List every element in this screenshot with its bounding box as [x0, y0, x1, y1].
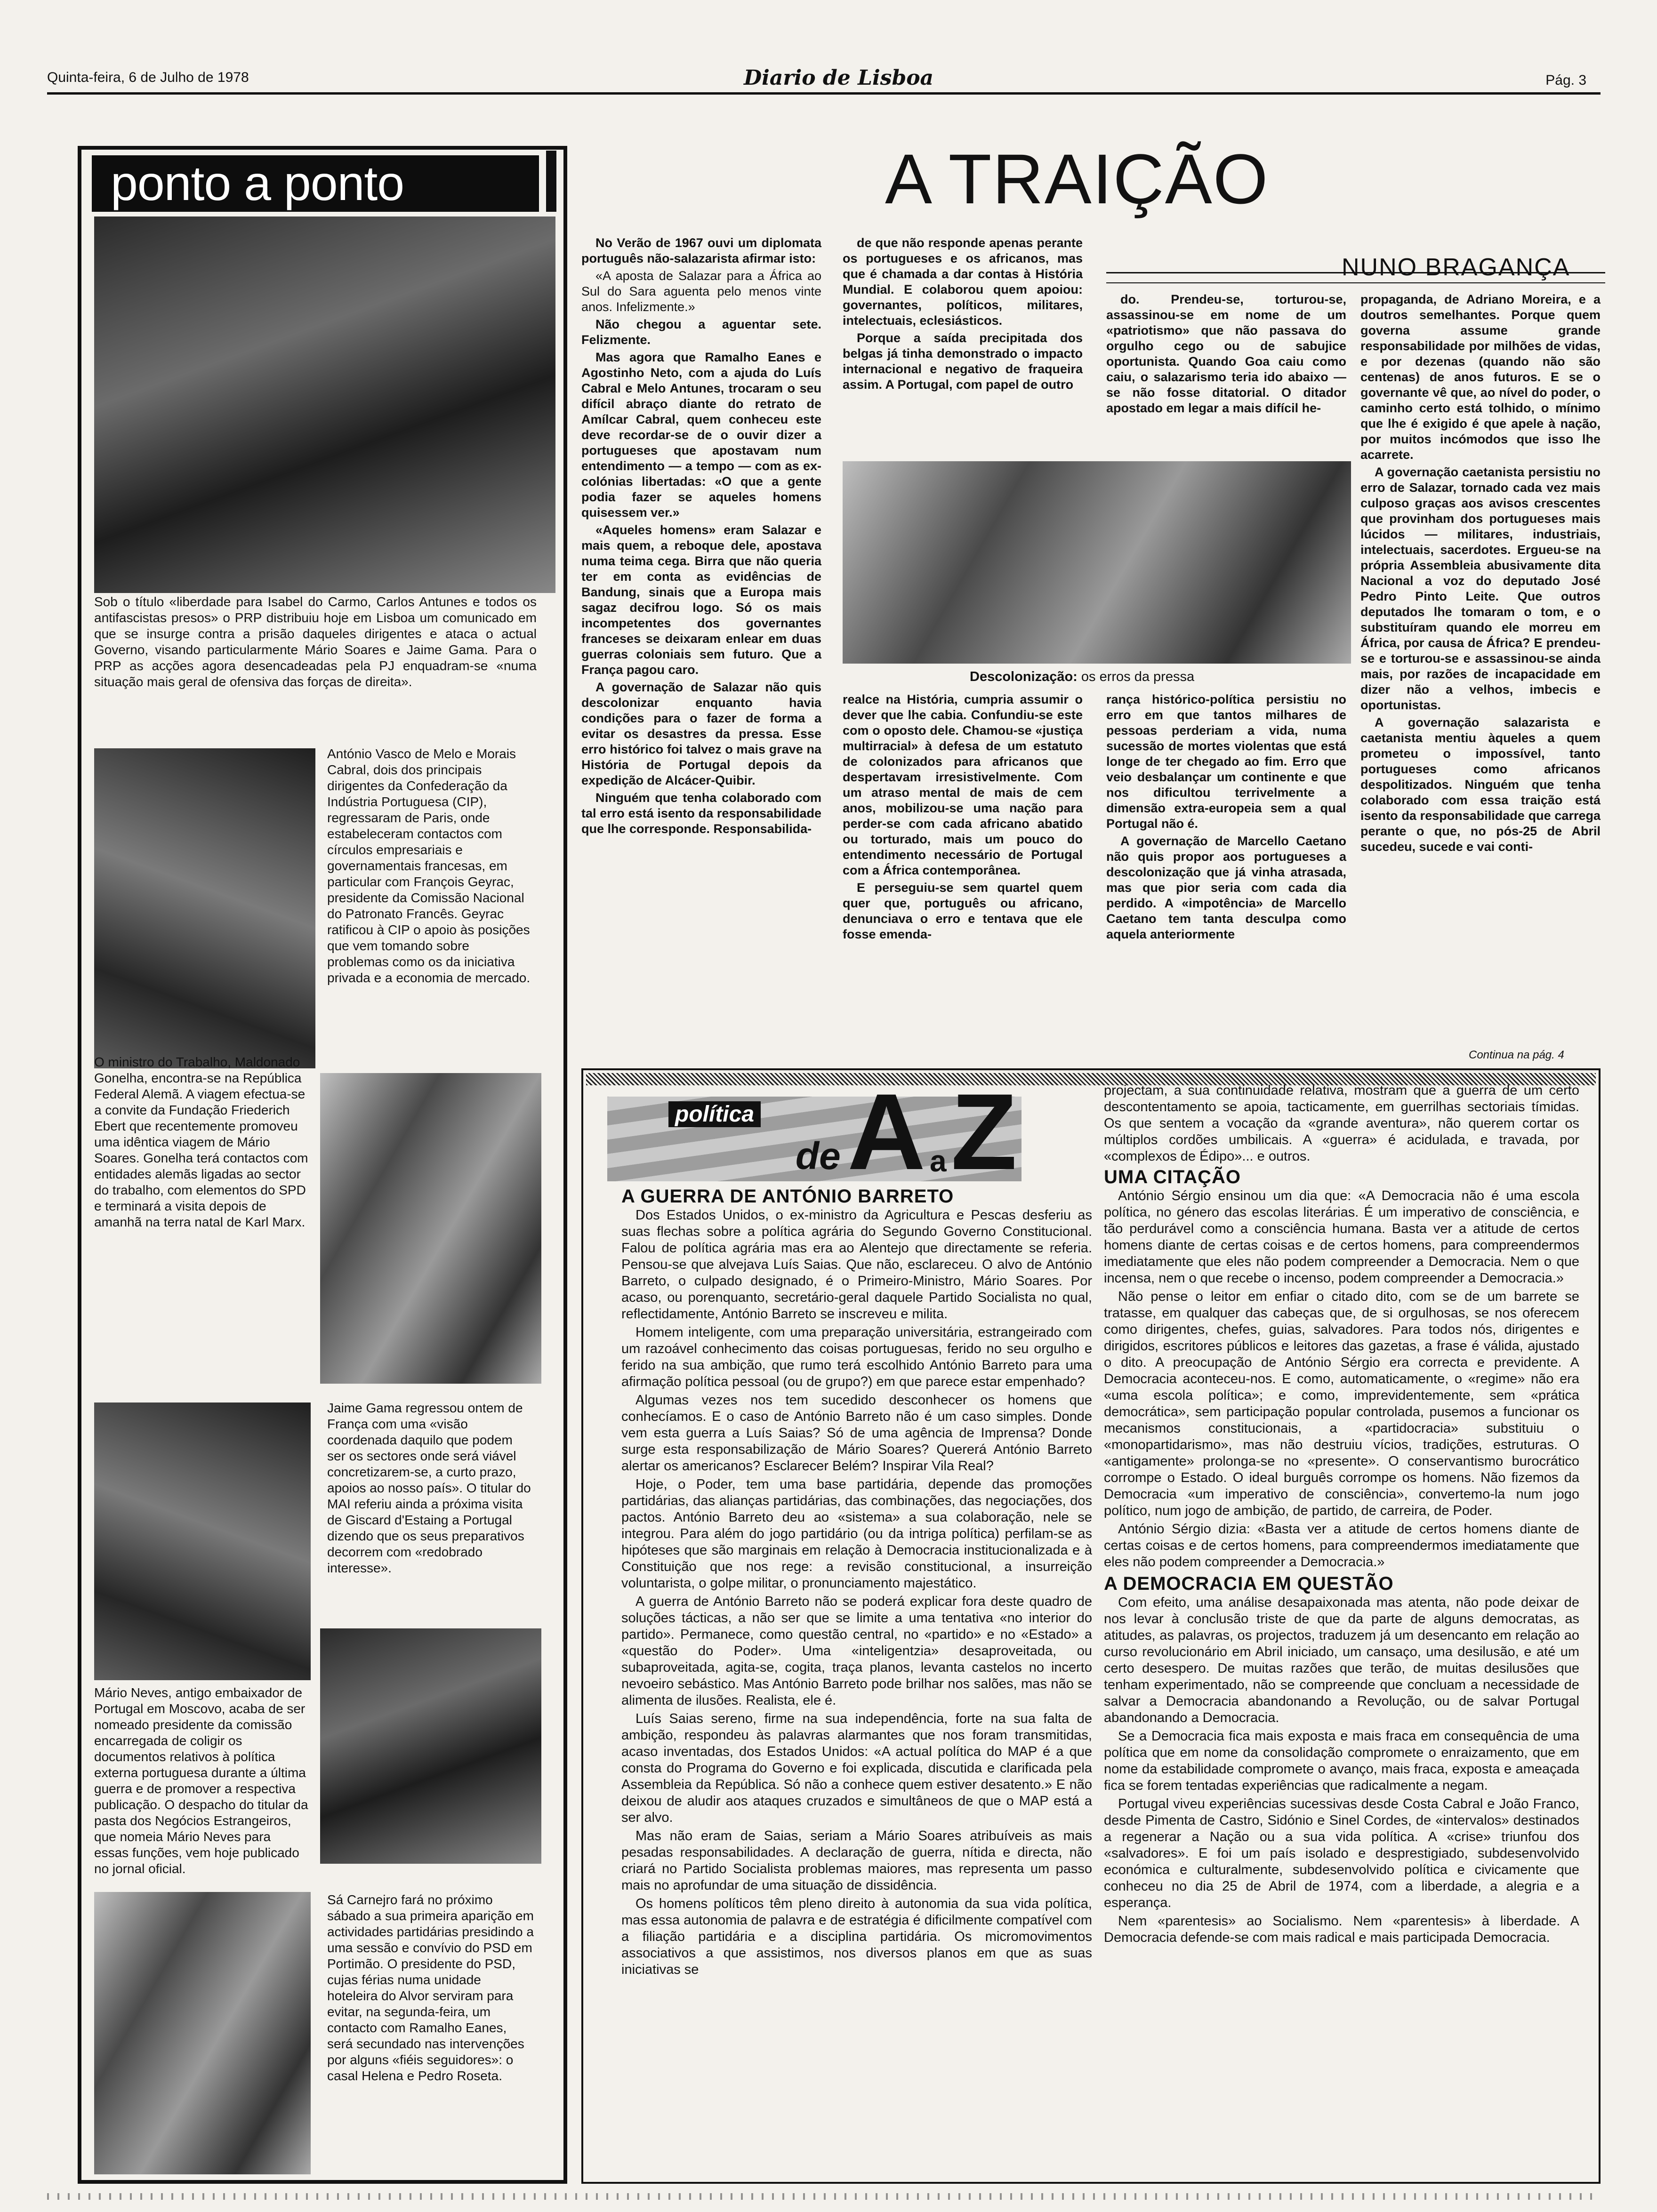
az-banner-word: política [668, 1101, 761, 1127]
t-c2-p0: de que não responde apenas perante os portugueses e os africanos, mas que é chamada a dar contas à História Mundial. E colaborou quem apoiou: governantes, políticos, militares, intelectuais, eclesiásticos. [843, 236, 1083, 328]
t-c3b-p0: rança histórico-política persistiu no erro em que tantos milhares de pessoas perderiam a vida, numa sucessão de mortes violentas que está longe de ter chegado ao fim. Erro que veio desbalançar um continente e que nos dificultou terrivelmente a dimensão extra-europeia sem a qual Portugal não é. [1106, 692, 1346, 831]
az-Z: Z [951, 1071, 1017, 1192]
az-s1-body [621, 1207, 1092, 1978]
az-right-col [1104, 1082, 1579, 1948]
photo-caption [970, 669, 1194, 685]
traicao-col3-bottom [1106, 692, 1346, 944]
ponto-item-4: Jaime Gama regressou ontem de França com uma «visão coordenada daquilo que podem ser os sectores onde será viável concretizarem-se, a curto prazo, apoios ao nosso país». O titular do MAI referiu ainda a próxima visita de Giscard d'Estaing a Portugal dizendo que os seus preparativos decorrem com «redobrado interesse». [327, 1401, 531, 1575]
az-logo [796, 1071, 1059, 1192]
az-s1-p7: Os homens políticos têm pleno direito à autonomia da sua vida política, mas essa autonomia de palavra e de estratégia é dificilmente compatível com a filiação partidária e a disciplina partidária. Os micromovimentos associativos a que assistimos, nos diversos planos em que as suas iniciativas se [621, 1896, 1092, 1977]
t-c3-p0: do. Prendeu-se, torturou-se, assassinou-se em nome de um «patriotismo» que não passava do orgulho cego ou de sabujice oportunista. Quando Goa caiu como caiu, o salazarismo teria ido abaixo — se não fosse ditatorial. O ditador apostado em legar a mais difícil he- [1106, 292, 1346, 415]
traicao-col1 [581, 235, 821, 839]
az-s2-body [1104, 1188, 1579, 1571]
az-a-small: a [930, 1144, 947, 1178]
t-c1-p2: Não chegou a aguentar sete. Felizmente. [581, 317, 821, 347]
t-c3b-p1: A governação de Marcello Caetano não quis propor aos portugueses a descolonização que já vinha atrasada, mas que pior seria com cada dia perdido. A «impotência» de Marcello Caetano tem tanta desculpa como aquela anteriormente [1106, 834, 1346, 941]
traicao-author: NUNO BRAGANÇA [1342, 254, 1570, 281]
t-c4-p0: propaganda, de Adriano Moreira, e a doutros semelhantes. Porque quem governa assume grande responsabilidade por milhões de vidas, e por dezenas (quando não são centenas) de anos futuros. E se o governante vê que, ao nível do poder, o caminho certo está tolhido, o mínimo que lhe é exigido é que apele à nação, por muitos incómodos que isso lhe acarrete. [1360, 292, 1601, 462]
ponto-side-bar [546, 151, 556, 212]
az-s3-body [1104, 1595, 1579, 1946]
ponto-photo-4 [94, 1403, 311, 1680]
az-s2-p1: Não pense o leitor em enfiar o citado dito, com se de um barrete se tratasse, em qualquer das cabeças que, de si orgulhosas, se nos oferecem como dirigentes, chefes, guias, salvadores. Para todos nós, dirigentes e dirigidos, escritores públicos e leitores das gazetas, a frase é válida, ajustado o dito. A preocupação de António Sérgio era correcta e previdente. A Democracia aconteceu-nos. E como, automaticamente, o «regime» não era «uma escola política»; e como, imprevidentemente, sem «prática democrática», sem participação popular controlada, pusemos a funcionar os mecanismos constitucionais, a «partidocracia» substituiu o «monopartidarismo», mas não destruiu vícios, tradições, estruturas. O «antigamente» prolonga-se no «presente». O conservantismo burocrático corrompe o Estado. O ideal burguês corrompe os homens. Não fizemos da Democracia «um imperativo de consciência», convertemo-la num jogo político, num jogo de ambição, de partido, de carreira, de Poder. [1104, 1289, 1579, 1518]
ponto-title: ponto a ponto [111, 156, 404, 211]
traicao-col2-top [843, 235, 1083, 394]
az-s2-p2: António Sérgio dizia: «Basta ver a atitude de certos homens diante de certas coisas e de certos homens, para compreendermos imediatamente que eles não podem compreender a Democracia.» [1104, 1522, 1579, 1570]
az-s1-continued [1104, 1082, 1579, 1165]
az-s3-p0: Com efeito, uma análise desapaixonada mas atenta, não pode deixar de nos levar à conclusão triste de que da parte de alguns democratas, as atitudes, as palavras, os projectos, traduzem já um desencanto em relação ao curso revolucionário em Abril iniciado, um cansaço, uma desilusão, e até um certo desespero. De muitas razões que terão, de muitas desilusões que tenham experimentado, não se compreende que concluam a necessidade de salvar a Democracia abandonando a Revolução, ou de salvar Portugal abandonando a Democracia. [1104, 1595, 1579, 1725]
traicao-col3-top [1106, 292, 1346, 418]
t-c1-p4: «Aqueles homens» eram Salazar e mais quem, a reboque dele, apostava numa teima cega. Birra que não queria ter em conta as evidências de Bandung, sinais que a Europa mais sagaz decifrou logo. Só os mais incompetentes dos governantes franceses se deixaram enlear em duas guerras coloniais sem futuro. Que a França pagou caro. [581, 523, 821, 677]
t-c2b-p0: realce na História, cumpria assumir o dever que lhe cabia. Confundiu-se este com o oposto dele. Chamou-se «justiça multirracial» à defesa de um estatuto de colonizados para africanos que despertavam irresistivelmente. Com um atraso mental de mais de cem anos, mobilizou-se uma nação para perder-se com cada africano abatido ou torturado, mais um pouco do entendimento necessário de Portugal com a África contemporânea. [843, 692, 1083, 877]
ponto-photo-3 [320, 1073, 541, 1384]
az-s1-p2: Algumas vezes nos tem sucedido desconhecer os homens que conhecíamos. E o caso de António Barreto não é um caso simples. Donde vem esta guerra a Luís Saias? Só de uma agência de Imprensa? Donde surge esta responsabilização de Mário Soares? Quererá António Barreto alertar os americanos? Esclarecer Belém? Inspirar Vila Real? [621, 1393, 1092, 1474]
az-s1-p4: A guerra de António Barreto não se poderá explicar fora deste quadro de soluções tácticas, a não ser que se limite a uma tentativa «no interior do partido». Permanece, como questão central, no «partido» e no «Estado» a «questão do Poder». Uma «inteligentzia» desaproveitada, ou subaproveitada, agita-se, cogita, traça planos, levanta castelos no incerto nevoeiro sebástico. Mas António Barreto pode brilhar nos salões, mas não se alimenta de ilusões. Realista, ele é. [621, 1594, 1092, 1708]
traicao-col2-bottom [843, 692, 1083, 944]
t-c1-p6: Ninguém que tenha colaborado com tal erro está isento da responsabilidade que lhe corresponde. Responsabilida- [581, 791, 821, 836]
ponto-item-6: Sá Carnejro fará no próximo sábado a sua primeira aparição em actividades partidárias presidindo a uma sessão e convívio do PSD em Portimão. O presidente do PSD, cujas férias numa unidade hoteleira do Alvor serviram para evitar, na segunda-feira, um contacto com Ramalho Eanes, será secundado nas intervenções por alguns «fiéis seguidores»: o casal Helena e Pedro Roseta. [327, 1892, 534, 2083]
page-header [47, 66, 1586, 94]
header-date: Quinta-feira, 6 de Julho de 1978 [47, 70, 249, 85]
az-s3-p2: Portugal viveu experiências sucessivas desde Costa Cabral e João Franco, desde Pimenta de Castro, Sidónio e Sinel Cordes, de «intervalos» destinados a regenerar a Nação ou a sua vida política. A «crise» triunfou dos «salvadores». E foi um país isolado e desprestigiado, subdesenvolvido económica e culturalmente, subdesenvolvido política e civicamente que conheceu no dia 25 de Abril de 1974, com a liberdade, a alegria e a esperança. [1104, 1796, 1579, 1910]
ponto-photo-2 [94, 748, 315, 1068]
t-c1-p1: «A aposta de Salazar para a África ao Sul do Sara aguenta pelo menos vinte anos. Infelizmente.» [581, 269, 821, 314]
az-s1-p3: Hoje, o Poder, tem uma base partidária, depende das promoções partidárias, das alianças partidárias, das combinações, das negociações, dos pactos. António Barreto deu ao «sistema» a sua colaboração, nele se integrou. Para além do jogo partidário (ou da intriga política) perfilam-se as hipóteses que são marginais em relação à Democracia institucionalizada e à Constituição que nos rege: a revisão constitucional, a insurreição voluntarista, o golpe militar, o pronunciamento majestático. [621, 1477, 1092, 1591]
az-s1-p6: Mas não eram de Saias, seriam a Mário Soares atribuíveis as mais pesadas responsabilidades. A declaração de guerra, nítida e directa, não criará no Partido Socialista problemas maiores, mas representa um passo mais no aprofundar de uma situação de dissidência. [621, 1828, 1092, 1893]
page-bottom-edge [47, 2193, 1601, 2200]
header-rule [47, 92, 1601, 95]
traicao-title: A TRAIÇÃO [885, 139, 1269, 218]
author-rule-2 [1106, 282, 1605, 283]
az-s2-p0: António Sérgio ensinou um dia que: «A Democracia não é uma escola política, no género das escolas literárias. É um imperativo de consciência, e tão perdurável como a consciência humana. Basta ver a atitude de certos homens diante de certas coisas e de certos homens, para compreendermos imediatamente que eles não podem compreender a Democracia. Nem o que incensa, nem o que recebe o incenso, podem compreender a Democracia.» [1104, 1188, 1579, 1286]
az-s3-p1: Se a Democracia fica mais exposta e mais fraca em consequência de uma política que em nome da consolidação compromete o enraizamento, que em nome da estabilidade compromete o avanço, mais fraca, exposta e ameaçada fica se forem tentadas experiências que radicalmente a negam. [1104, 1729, 1579, 1793]
caption-text: os erros da pressa [1081, 669, 1195, 684]
ponto-title-bar [92, 155, 539, 212]
continua-label: Continua na pág. 4 [1469, 1049, 1564, 1061]
ponto-item-2: António Vasco de Melo e Morais Cabral, dois dos principais dirigentes da Confederação da Indústria Portuguesa (CIP), regressaram de Paris, onde estabeleceram contactos com círculos empresariais e governamentais francesas, em particular com François Geyrac, presidente da Comissão Nacional do Patronato Francês. Geyrac ratificou à CIP o apoio às posições que vem tomando sobre problemas como os da iniciativa privada e a economia de mercado. [327, 746, 531, 985]
ponto-item-1: Sob o título «liberdade para Isabel do Carmo, Carlos Antunes e todos os antifascistas presos» o PRP distribuiu hoje em Lisboa um comunicado em que se insurge contra a prisão daqueles dirigentes e ataca o actual Governo, visando particularmente Mário Soares e Jaime Gama. Para o PRP as acções agora desencadeadas pela PJ enquadram-se «numa situação mais geral de ofensiva das forças de direita». [94, 594, 537, 689]
t-c2-p1: Porque a saída precipitada dos belgas já tinha demonstrado o impacto internacional e negativo de fraqueira assim. A Portugal, com papel de outro [843, 331, 1083, 392]
az-s3-title: A DEMOCRACIA EM QUESTÃO [1104, 1573, 1394, 1594]
az-s1-p1: Homem inteligente, com uma preparação universitária, estrangeirado com um razoável conhecimento das coisas portuguesas, ferido no seu orgulho e ferido na sua ambição, que rumo terá escolhido António Barreto para uma afirmação política pessoal (ou de grupo?) em que parece estar empenhado? [621, 1325, 1092, 1389]
az-A: A [847, 1071, 926, 1192]
t-c2b-p1: E perseguiu-se sem quartel quem quer que, português ou africano, denunciava o erro e tentava que ele fosse emenda- [843, 881, 1083, 941]
az-s3-p3: Nem «parentesis» ao Socialismo. Nem «parentesis» à liberdade. A Democracia defende-se com mais radical e mais participada Democracia. [1104, 1914, 1579, 1945]
ponto-photo-6 [94, 1892, 311, 2174]
traicao-col4 [1360, 292, 1601, 857]
ponto-item-3: O ministro do Trabalho, Maldonado Gonelha, encontra-se na República Federal Alemã. A viagem efectua-se a convite da Fundação Friederich Ebert que recentemente promoveu uma idêntica viagem de Mário Soares. Gonelha terá contactos com entidades alemãs ligadas ao sector do trabalho, com elementos do SPD e terminará a visita depois de amanhã na terra natal de Karl Marx. [94, 1055, 308, 1229]
traicao-photo [843, 461, 1351, 664]
t-c1-p3: Mas agora que Ramalho Eanes e Agostinho Neto, com a ajuda do Luís Cabral e Melo Antunes, trocaram o seu difícil abraço diante do retrato de Amílcar Cabral, quem conheceu este deve recordar-se de o ouvir dizer a portugueses que apostavam num entendimento — a tempo — com as ex-colónias libertadas: «O que a gente podia fazer se aqueles homens quisessem ver.» [581, 350, 821, 520]
az-s2-title: UMA CITAÇÃO [1104, 1167, 1241, 1187]
az-left-col [621, 1186, 1092, 1980]
masthead: Diario de Lisboa [744, 66, 934, 90]
az-s1-cont: projectam, a sua continuidade relativa, mostram que a guerra de um certo descontentamento se apoia, tacticamente, em guerrilhas sectoriais tímidas. Os que sentem a vocação da «grande aventura», não querem cortar os múltiplos cordões umbilicais. A «guerra» é acidulada, e travada, por «complexos de Édipo»... e outros. [1104, 1083, 1579, 1164]
page-number: Pág. 3 [1545, 72, 1586, 88]
ponto-photo-1 [94, 216, 555, 593]
t-c1-p0: No Verão de 1967 ouvi um diplomata português não-salazarista afirmar isto: [581, 236, 821, 265]
az-s1-p5: Luís Saias sereno, firme na sua independência, forte na sua falta de ambição, respondeu às palavras alarmantes que nos foram transmitidas, acaso inventadas, dos Estados Unidos: «A actual política do MAP é a que consta do Programa do Governo e foi explicada, discutida e clarificada pela Assembleia da República. Só não a conhece quem estiver desatento.» E não deixou de aludir aos ataques cruzados e simultâneos de que o MAP está a ser alvo. [621, 1711, 1092, 1825]
ponto-item-5: Mário Neves, antigo embaixador de Portugal em Moscovo, acaba de ser nomeado presidente da comissão encarregada de coligir os documentos relativos à política externa portuguesa durante a última guerra e de promover a respectiva publicação. O despacho do titular da pasta dos Negócios Estrangeiros, que nomeia Mário Neves para essas funções, vem hoje publicado no jornal oficial. [94, 1685, 308, 1876]
t-c4-p1: A governação caetanista persistiu no erro de Salazar, tornado cada vez mais culposo graças aos avisos crescentes que provinham dos portugueses mais lúcidos — militares, industriais, intelectuais, sacerdotes. Ergueu-se na própria Assembleia abusivamente dita Nacional a voz do deputado José Pedro Pinto Leite. Que outros deputados lhe tomaram o tom, e o substituíram quando ele morreu em África, por causa de África? E prendeu-se e torturou-se e assassinou-se ainda mais, por razões de incapacidade em dizer não a velhos, imbecis e oportunistas. [1360, 465, 1601, 712]
caption-bold: Descolonização: [970, 669, 1078, 684]
ponto-photo-5 [320, 1628, 541, 1864]
t-c1-p5: A governação de Salazar não quis descolonizar enquanto havia condições para o fazer de forma a evitar os desastres da pressa. Esse erro histórico foi talvez o mais grave na História de Portugal depois da expedição de Alcácer-Quibir. [581, 680, 821, 787]
t-c4-p2: A governação salazarista e caetanista mentiu àqueles a quem prometeu o impossível, tanto portugueses como africanos despolitizados. Ninguém que tenha colaborado com essa traição está isento da responsabilidade que carrega perante o que, no pós-25 de Abril sucedeu, sucede e vai conti- [1360, 715, 1601, 854]
az-de: de [796, 1135, 841, 1178]
az-s1-p0: Dos Estados Unidos, o ex-ministro da Agricultura e Pescas desferiu as suas flechas sobre a política agrária do Segundo Governo Constitucional. Falou de política agrária mas era ao Alentejo que directamente se referia. Pensou-se que alvejava Luís Saias. Que não, esclareceu. O alvo de António Barreto, o culpado designado, é o Primeiro-Ministro, Mário Soares. Por acaso, ou porenquanto, secretário-geral daquele Partido Socialista no qual, reflectidamente, António Barreto se inscreveu e milita. [621, 1208, 1092, 1322]
az-s1-title: A GUERRA DE ANTÓNIO BARRETO [621, 1186, 954, 1207]
